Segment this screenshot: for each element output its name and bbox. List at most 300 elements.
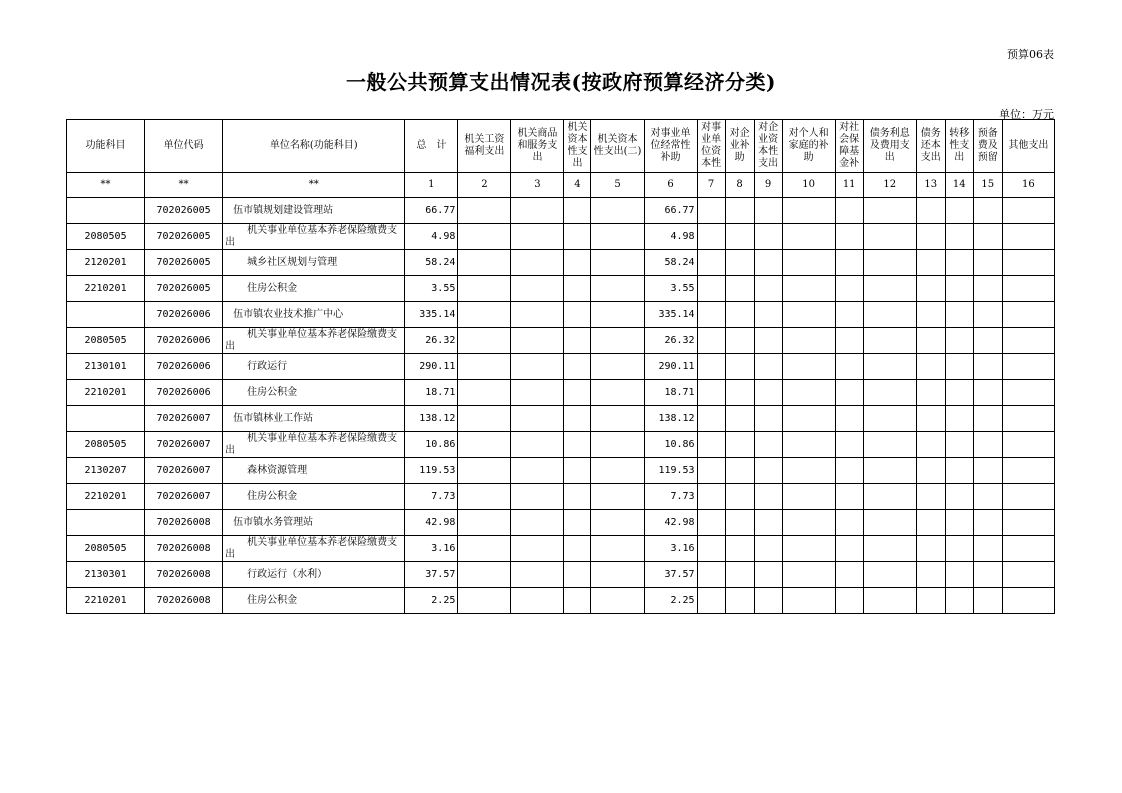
empty-cell bbox=[1002, 276, 1054, 302]
function-code-cell bbox=[67, 510, 145, 536]
empty-cell bbox=[458, 302, 511, 328]
empty-cell bbox=[973, 510, 1002, 536]
header-cell: 预备费及预留 bbox=[973, 120, 1002, 173]
empty-cell bbox=[725, 276, 754, 302]
empty-cell bbox=[863, 588, 916, 614]
empty-cell bbox=[863, 302, 916, 328]
empty-cell bbox=[863, 432, 916, 458]
unit-code-cell: 702026006 bbox=[145, 302, 223, 328]
column-number: ** bbox=[67, 173, 145, 198]
empty-cell bbox=[916, 276, 945, 302]
table-row bbox=[67, 484, 1055, 510]
total-cell: 4.98 bbox=[405, 224, 458, 250]
empty-cell bbox=[564, 562, 591, 588]
column-number: 2 bbox=[458, 173, 511, 198]
empty-cell bbox=[591, 354, 644, 380]
empty-cell bbox=[725, 562, 754, 588]
empty-cell bbox=[511, 276, 564, 302]
table-row bbox=[67, 328, 1055, 354]
empty-cell bbox=[973, 302, 1002, 328]
empty-cell bbox=[754, 484, 782, 510]
empty-cell bbox=[697, 276, 725, 302]
empty-cell bbox=[725, 224, 754, 250]
empty-cell bbox=[945, 302, 973, 328]
table-row bbox=[67, 562, 1055, 588]
empty-cell bbox=[564, 224, 591, 250]
public-institution-subsidy-cell: 4.98 bbox=[644, 224, 697, 250]
table-row bbox=[67, 458, 1055, 484]
empty-cell bbox=[591, 276, 644, 302]
header-row bbox=[67, 120, 1055, 173]
empty-cell bbox=[782, 302, 835, 328]
function-code-cell bbox=[67, 302, 145, 328]
empty-cell bbox=[591, 328, 644, 354]
unit-name-text: 伍市镇水务管理站 bbox=[233, 516, 314, 528]
empty-cell bbox=[945, 588, 973, 614]
empty-cell bbox=[863, 484, 916, 510]
total-cell: 3.55 bbox=[405, 276, 458, 302]
empty-cell bbox=[782, 198, 835, 224]
public-institution-subsidy-cell: 290.11 bbox=[644, 354, 697, 380]
header-cell: 对事业单位资本性 bbox=[697, 120, 725, 173]
public-institution-subsidy-cell: 18.71 bbox=[644, 380, 697, 406]
header-cell: 其他支出 bbox=[1002, 120, 1054, 173]
empty-cell bbox=[1002, 224, 1054, 250]
empty-cell bbox=[754, 458, 782, 484]
empty-cell bbox=[916, 302, 945, 328]
unit-name-text: 森林资源管理 bbox=[247, 464, 308, 476]
empty-cell bbox=[835, 588, 863, 614]
unit-name-text: 伍市镇林业工作站 bbox=[233, 412, 314, 424]
unit-code-cell: 702026007 bbox=[145, 406, 223, 432]
empty-cell bbox=[945, 406, 973, 432]
empty-cell bbox=[945, 458, 973, 484]
empty-cell bbox=[511, 380, 564, 406]
empty-cell bbox=[591, 588, 644, 614]
unit-code-cell: 702026008 bbox=[145, 510, 223, 536]
empty-cell bbox=[697, 536, 725, 562]
public-institution-subsidy-cell: 58.24 bbox=[644, 250, 697, 276]
empty-cell bbox=[511, 354, 564, 380]
empty-cell bbox=[945, 276, 973, 302]
table-row bbox=[67, 302, 1055, 328]
empty-cell bbox=[697, 406, 725, 432]
unit-code-cell: 702026005 bbox=[145, 224, 223, 250]
empty-cell bbox=[835, 224, 863, 250]
empty-cell bbox=[945, 380, 973, 406]
empty-cell bbox=[511, 510, 564, 536]
column-number: 4 bbox=[564, 173, 591, 198]
empty-cell bbox=[697, 588, 725, 614]
function-code-cell: 2210201 bbox=[67, 380, 145, 406]
header-cell: 功能科目 bbox=[67, 120, 145, 173]
header-cell: 对社会保障基金补 bbox=[835, 120, 863, 173]
empty-cell bbox=[591, 302, 644, 328]
public-institution-subsidy-cell: 2.25 bbox=[644, 588, 697, 614]
empty-cell bbox=[863, 328, 916, 354]
unit-name-text: 伍市镇规划建设管理站 bbox=[233, 204, 334, 216]
empty-cell bbox=[564, 276, 591, 302]
column-number: ** bbox=[145, 173, 223, 198]
empty-cell bbox=[916, 224, 945, 250]
unit-code-cell: 702026007 bbox=[145, 484, 223, 510]
header-cell: 机关资本性支出 bbox=[564, 120, 591, 173]
empty-cell bbox=[945, 354, 973, 380]
empty-cell bbox=[754, 588, 782, 614]
public-institution-subsidy-cell: 3.16 bbox=[644, 536, 697, 562]
function-code-cell bbox=[67, 198, 145, 224]
empty-cell bbox=[511, 458, 564, 484]
empty-cell bbox=[564, 354, 591, 380]
empty-cell bbox=[835, 328, 863, 354]
column-number-row bbox=[67, 173, 1055, 198]
unit-name-cell bbox=[223, 380, 405, 406]
empty-cell bbox=[725, 510, 754, 536]
empty-cell bbox=[1002, 380, 1054, 406]
empty-cell bbox=[782, 276, 835, 302]
unit-name-cell bbox=[223, 302, 405, 328]
table-row bbox=[67, 588, 1055, 614]
empty-cell bbox=[458, 510, 511, 536]
empty-cell bbox=[591, 224, 644, 250]
empty-cell bbox=[916, 432, 945, 458]
empty-cell bbox=[782, 354, 835, 380]
empty-cell bbox=[591, 562, 644, 588]
unit-name-text: 机关事业单位基本养老保险缴费支出 bbox=[225, 536, 398, 560]
unit-name-text: 机关事业单位基本养老保险缴费支出 bbox=[225, 328, 398, 352]
empty-cell bbox=[1002, 588, 1054, 614]
public-institution-subsidy-cell: 42.98 bbox=[644, 510, 697, 536]
empty-cell bbox=[591, 250, 644, 276]
function-code-cell: 2080505 bbox=[67, 328, 145, 354]
unit-name-cell bbox=[223, 276, 405, 302]
empty-cell bbox=[973, 198, 1002, 224]
empty-cell bbox=[725, 328, 754, 354]
unit-name-text: 行政运行 bbox=[247, 360, 288, 372]
empty-cell bbox=[782, 406, 835, 432]
column-number: 8 bbox=[725, 173, 754, 198]
empty-cell bbox=[782, 562, 835, 588]
empty-cell bbox=[697, 510, 725, 536]
total-cell: 58.24 bbox=[405, 250, 458, 276]
unit-name-cell bbox=[223, 562, 405, 588]
function-code-cell: 2130101 bbox=[67, 354, 145, 380]
empty-cell bbox=[782, 224, 835, 250]
table-row bbox=[67, 224, 1055, 250]
empty-cell bbox=[697, 380, 725, 406]
empty-cell bbox=[973, 276, 1002, 302]
empty-cell bbox=[945, 224, 973, 250]
unit-name-cell bbox=[223, 406, 405, 432]
unit-name-cell bbox=[223, 536, 405, 562]
empty-cell bbox=[754, 250, 782, 276]
header-cell: 机关商品和服务支出 bbox=[511, 120, 564, 173]
function-code-cell: 2130301 bbox=[67, 562, 145, 588]
empty-cell bbox=[973, 224, 1002, 250]
empty-cell bbox=[754, 562, 782, 588]
total-cell: 138.12 bbox=[405, 406, 458, 432]
header-cell: 对事业单位经常性补助 bbox=[644, 120, 697, 173]
empty-cell bbox=[973, 588, 1002, 614]
total-cell: 290.11 bbox=[405, 354, 458, 380]
empty-cell bbox=[725, 458, 754, 484]
empty-cell bbox=[945, 484, 973, 510]
unit-label: 单位：万元 bbox=[999, 108, 1054, 121]
function-code-cell: 2130207 bbox=[67, 458, 145, 484]
total-cell: 2.25 bbox=[405, 588, 458, 614]
empty-cell bbox=[973, 250, 1002, 276]
empty-cell bbox=[945, 432, 973, 458]
unit-code-cell: 702026005 bbox=[145, 198, 223, 224]
empty-cell bbox=[564, 458, 591, 484]
unit-name-cell bbox=[223, 484, 405, 510]
empty-cell bbox=[782, 250, 835, 276]
empty-cell bbox=[511, 562, 564, 588]
header-cell: 机关资本性支出(二) bbox=[591, 120, 644, 173]
empty-cell bbox=[511, 328, 564, 354]
empty-cell bbox=[754, 380, 782, 406]
table-row bbox=[67, 250, 1055, 276]
empty-cell bbox=[754, 510, 782, 536]
empty-cell bbox=[458, 484, 511, 510]
empty-cell bbox=[916, 510, 945, 536]
empty-cell bbox=[725, 380, 754, 406]
empty-cell bbox=[564, 588, 591, 614]
unit-code-cell: 702026005 bbox=[145, 276, 223, 302]
empty-cell bbox=[1002, 250, 1054, 276]
unit-name-cell bbox=[223, 354, 405, 380]
empty-cell bbox=[835, 432, 863, 458]
empty-cell bbox=[835, 198, 863, 224]
empty-cell bbox=[863, 562, 916, 588]
unit-code-cell: 702026006 bbox=[145, 354, 223, 380]
header-cell: 机关工资福利支出 bbox=[458, 120, 511, 173]
empty-cell bbox=[458, 458, 511, 484]
empty-cell bbox=[835, 536, 863, 562]
empty-cell bbox=[725, 536, 754, 562]
empty-cell bbox=[697, 328, 725, 354]
empty-cell bbox=[916, 250, 945, 276]
empty-cell bbox=[782, 328, 835, 354]
empty-cell bbox=[754, 276, 782, 302]
unit-name-text: 住房公积金 bbox=[247, 386, 298, 398]
empty-cell bbox=[591, 380, 644, 406]
unit-name-cell bbox=[223, 224, 405, 250]
empty-cell bbox=[697, 250, 725, 276]
unit-name-cell bbox=[223, 198, 405, 224]
empty-cell bbox=[564, 536, 591, 562]
empty-cell bbox=[1002, 302, 1054, 328]
empty-cell bbox=[458, 588, 511, 614]
empty-cell bbox=[835, 562, 863, 588]
empty-cell bbox=[916, 380, 945, 406]
empty-cell bbox=[458, 276, 511, 302]
function-code-cell: 2210201 bbox=[67, 484, 145, 510]
empty-cell bbox=[916, 536, 945, 562]
empty-cell bbox=[973, 380, 1002, 406]
public-institution-subsidy-cell: 138.12 bbox=[644, 406, 697, 432]
column-number: 1 bbox=[405, 173, 458, 198]
column-number: 7 bbox=[697, 173, 725, 198]
empty-cell bbox=[945, 562, 973, 588]
header-cell: 对企业补助 bbox=[725, 120, 754, 173]
empty-cell bbox=[564, 302, 591, 328]
empty-cell bbox=[754, 224, 782, 250]
empty-cell bbox=[458, 380, 511, 406]
empty-cell bbox=[697, 302, 725, 328]
empty-cell bbox=[725, 588, 754, 614]
empty-cell bbox=[916, 458, 945, 484]
empty-cell bbox=[863, 354, 916, 380]
empty-cell bbox=[945, 250, 973, 276]
total-cell: 335.14 bbox=[405, 302, 458, 328]
function-code-cell: 2080505 bbox=[67, 432, 145, 458]
empty-cell bbox=[591, 536, 644, 562]
public-institution-subsidy-cell: 335.14 bbox=[644, 302, 697, 328]
empty-cell bbox=[973, 354, 1002, 380]
empty-cell bbox=[835, 250, 863, 276]
table-body bbox=[67, 198, 1055, 614]
table-row bbox=[67, 510, 1055, 536]
empty-cell bbox=[973, 328, 1002, 354]
empty-cell bbox=[697, 458, 725, 484]
empty-cell bbox=[835, 380, 863, 406]
empty-cell bbox=[973, 562, 1002, 588]
empty-cell bbox=[458, 328, 511, 354]
empty-cell bbox=[835, 458, 863, 484]
empty-cell bbox=[1002, 484, 1054, 510]
empty-cell bbox=[835, 510, 863, 536]
empty-cell bbox=[835, 406, 863, 432]
empty-cell bbox=[1002, 510, 1054, 536]
column-number: 9 bbox=[754, 173, 782, 198]
column-number: 16 bbox=[1002, 173, 1054, 198]
empty-cell bbox=[863, 510, 916, 536]
empty-cell bbox=[725, 484, 754, 510]
unit-name-text: 城乡社区规划与管理 bbox=[247, 256, 338, 268]
empty-cell bbox=[458, 536, 511, 562]
total-cell: 3.16 bbox=[405, 536, 458, 562]
empty-cell bbox=[782, 510, 835, 536]
empty-cell bbox=[458, 354, 511, 380]
page-title: 一般公共预算支出情况表(按政府预算经济分类) bbox=[346, 70, 776, 94]
empty-cell bbox=[1002, 562, 1054, 588]
total-cell: 37.57 bbox=[405, 562, 458, 588]
table-row bbox=[67, 536, 1055, 562]
empty-cell bbox=[591, 510, 644, 536]
empty-cell bbox=[973, 432, 1002, 458]
empty-cell bbox=[564, 484, 591, 510]
empty-cell bbox=[564, 380, 591, 406]
empty-cell bbox=[835, 302, 863, 328]
function-code-cell bbox=[67, 406, 145, 432]
empty-cell bbox=[916, 354, 945, 380]
empty-cell bbox=[754, 328, 782, 354]
total-cell: 18.71 bbox=[405, 380, 458, 406]
empty-cell bbox=[863, 406, 916, 432]
table-row bbox=[67, 198, 1055, 224]
empty-cell bbox=[973, 458, 1002, 484]
total-cell: 119.53 bbox=[405, 458, 458, 484]
empty-cell bbox=[973, 536, 1002, 562]
public-institution-subsidy-cell: 3.55 bbox=[644, 276, 697, 302]
unit-name-text: 行政运行（水利） bbox=[247, 568, 328, 580]
empty-cell bbox=[754, 432, 782, 458]
empty-cell bbox=[1002, 406, 1054, 432]
empty-cell bbox=[591, 484, 644, 510]
unit-name-text: 住房公积金 bbox=[247, 282, 298, 294]
empty-cell bbox=[511, 588, 564, 614]
empty-cell bbox=[1002, 458, 1054, 484]
total-cell: 42.98 bbox=[405, 510, 458, 536]
column-number: 11 bbox=[835, 173, 863, 198]
empty-cell bbox=[754, 536, 782, 562]
empty-cell bbox=[945, 536, 973, 562]
column-number: 12 bbox=[863, 173, 916, 198]
empty-cell bbox=[863, 250, 916, 276]
total-cell: 26.32 bbox=[405, 328, 458, 354]
unit-name-cell bbox=[223, 250, 405, 276]
empty-cell bbox=[754, 406, 782, 432]
table-row bbox=[67, 406, 1055, 432]
column-number: 10 bbox=[782, 173, 835, 198]
function-code-cell: 2080505 bbox=[67, 224, 145, 250]
empty-cell bbox=[725, 250, 754, 276]
empty-cell bbox=[782, 380, 835, 406]
empty-cell bbox=[697, 198, 725, 224]
empty-cell bbox=[697, 224, 725, 250]
header-cell: 转移性支出 bbox=[945, 120, 973, 173]
unit-code-cell: 702026008 bbox=[145, 536, 223, 562]
empty-cell bbox=[945, 328, 973, 354]
empty-cell bbox=[564, 432, 591, 458]
empty-cell bbox=[782, 536, 835, 562]
empty-cell bbox=[1002, 536, 1054, 562]
empty-cell bbox=[1002, 354, 1054, 380]
table-row bbox=[67, 380, 1055, 406]
empty-cell bbox=[458, 250, 511, 276]
empty-cell bbox=[725, 406, 754, 432]
empty-cell bbox=[697, 484, 725, 510]
empty-cell bbox=[916, 406, 945, 432]
public-institution-subsidy-cell: 26.32 bbox=[644, 328, 697, 354]
function-code-cell: 2210201 bbox=[67, 276, 145, 302]
expenditure-table bbox=[66, 119, 1055, 614]
empty-cell bbox=[1002, 432, 1054, 458]
unit-code-cell: 702026006 bbox=[145, 328, 223, 354]
table-row bbox=[67, 432, 1055, 458]
unit-name-cell bbox=[223, 588, 405, 614]
empty-cell bbox=[754, 198, 782, 224]
column-number: 6 bbox=[644, 173, 697, 198]
empty-cell bbox=[916, 484, 945, 510]
empty-cell bbox=[511, 250, 564, 276]
empty-cell bbox=[511, 302, 564, 328]
empty-cell bbox=[564, 250, 591, 276]
empty-cell bbox=[458, 224, 511, 250]
column-number: ** bbox=[223, 173, 405, 198]
empty-cell bbox=[725, 354, 754, 380]
unit-code-cell: 702026006 bbox=[145, 380, 223, 406]
column-number: 5 bbox=[591, 173, 644, 198]
empty-cell bbox=[916, 588, 945, 614]
empty-cell bbox=[863, 458, 916, 484]
empty-cell bbox=[835, 354, 863, 380]
unit-name-cell bbox=[223, 328, 405, 354]
unit-name-cell bbox=[223, 510, 405, 536]
empty-cell bbox=[835, 276, 863, 302]
empty-cell bbox=[725, 198, 754, 224]
